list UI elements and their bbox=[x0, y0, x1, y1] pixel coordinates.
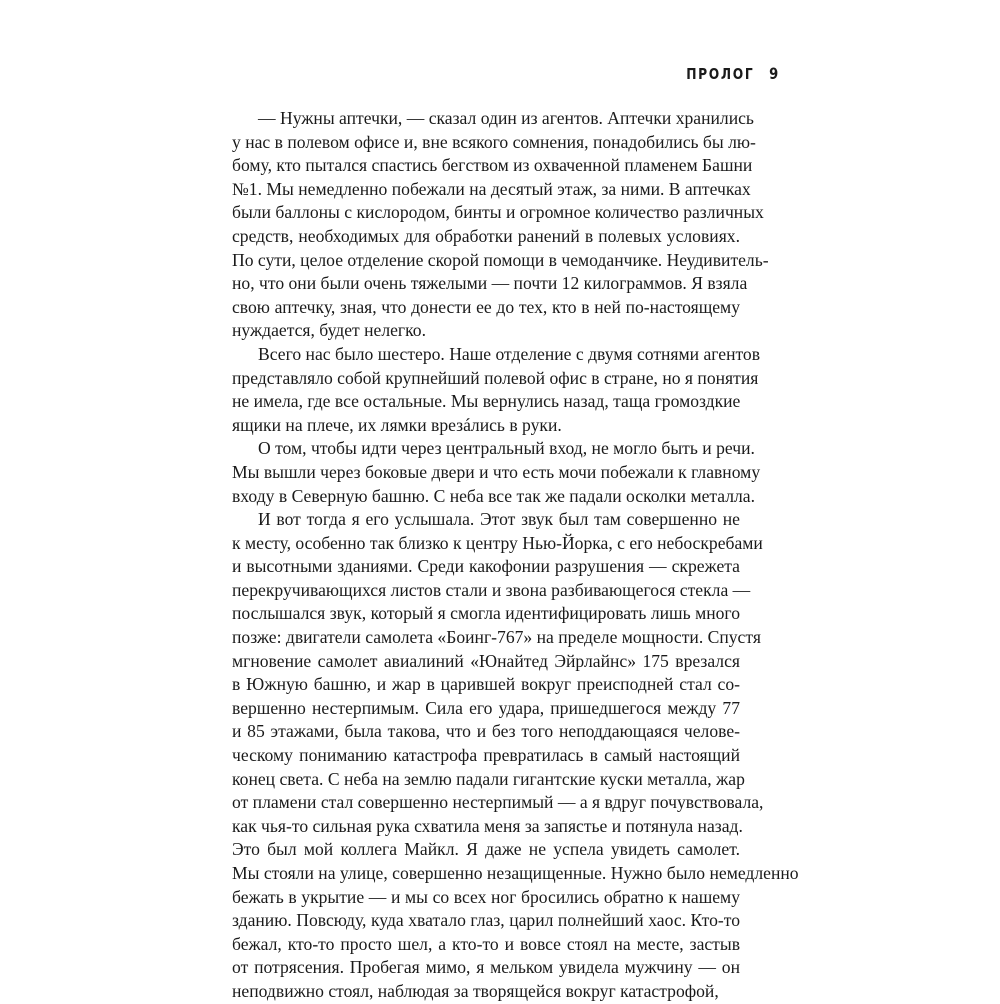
text-line: послышался звук, который я смогла идентифицировать лишь много bbox=[232, 603, 740, 624]
text-line: входу в Северную башню. С неба все так же падали осколки металла. bbox=[232, 485, 756, 506]
paragraph bbox=[232, 343, 761, 437]
text-line: как чья-то сильная рука схватила меня за запястье и потянула назад. bbox=[232, 815, 743, 836]
paragraph bbox=[232, 508, 799, 1003]
text-line: зданию. Повсюду, куда хватало глаз, царил полнейший хаос. Кто-то bbox=[232, 910, 740, 931]
body-text bbox=[232, 107, 799, 1004]
text-line: И вот тогда я его услышала. Этот звук был там совершенно не bbox=[258, 509, 740, 530]
chapter-title: ПРОЛОГ bbox=[685, 65, 755, 83]
text-line: Мы стояли на улице, совершенно незащищенные. Нужно было немедленно bbox=[232, 863, 799, 883]
text-line: конец света. С неба на землю падали гигантские куски металла, жар bbox=[232, 768, 745, 789]
paragraph bbox=[232, 437, 761, 508]
text-line: бежал, кто-то просто шел, а кто-то и вовсе стоял на месте, застыв bbox=[232, 933, 740, 954]
text-line: вершенно нестерпимым. Сила его удара, пришедшегося между 77 bbox=[232, 697, 740, 718]
text-line: нуждается, будет нелегко. bbox=[232, 320, 427, 341]
text-line: позже: двигатели самолета «Боинг-767» на пределе мощности. Спустя bbox=[232, 627, 761, 648]
text-line: мгновение самолет авиалиний «Юнайтед Эйрлайнс» 175 врезался bbox=[232, 650, 740, 671]
page-number: 9 bbox=[768, 64, 778, 83]
text-line: от пламени стал совершенно нестерпимый — а я вдруг почувствовала, bbox=[232, 792, 764, 813]
text-line: ящики на плече, их лямки врезáлись в руки. bbox=[232, 414, 562, 435]
text-line: в Южную башню, и жар в царившей вокруг преисподней стал со- bbox=[232, 674, 740, 695]
text-line: Мы вышли через боковые двери и что есть мочи побежали к главному bbox=[232, 461, 761, 482]
text-line: перекручивающихся листов стали и звона разбивающегося стекла — bbox=[232, 579, 751, 600]
text-line: от потрясения. Пробегая мимо, я мельком увидела мужчину — он bbox=[232, 957, 740, 978]
text-line: Всего нас было шестеро. Наше отделение с двумя сотнями агентов bbox=[258, 343, 761, 364]
text-line: к месту, особенно так близко к центру Нью-Йорка, с его небоскребами bbox=[232, 532, 763, 553]
paragraph bbox=[232, 107, 769, 343]
text-line: были баллоны с кислородом, бинты и огромное количество различных bbox=[232, 202, 764, 223]
text-line: неподвижно стоял, наблюдая за творящейся вокруг катастрофой, bbox=[232, 980, 719, 1001]
text-line: и 85 этажами, была такова, что и без того неподдающаяся челове- bbox=[232, 721, 740, 742]
text-line: О том, чтобы идти через центральный вход, не могло быть и речи. bbox=[258, 438, 755, 459]
text-line: и высотными зданиями. Среди какофонии разрушения — скрежета bbox=[232, 556, 740, 577]
text-line: средств, необходимых для обработки ранений в полевых условиях. bbox=[232, 225, 740, 246]
text-line: не имела, где все остальные. Мы вернулись назад, таща громоздкие bbox=[232, 391, 741, 412]
text-line: но, что они были очень тяжелыми — почти 12 килограммов. Я взяла bbox=[232, 273, 748, 294]
text-line: у нас в полевом офисе и, вне всякого сомнения, понадобились бы лю- bbox=[232, 131, 756, 152]
text-line: ческому пониманию катастрофа превратилась в самый настоящий bbox=[232, 745, 740, 766]
text-line: По сути, целое отделение скорой помощи в чемоданчике. Неудивитель- bbox=[232, 249, 769, 270]
text-line: бому, кто пытался спастись бегством из охваченной пламенем Башни bbox=[232, 155, 753, 176]
running-head bbox=[686, 64, 778, 83]
text-line: представляло собой крупнейший полевой офис в стране, но я понятия bbox=[232, 367, 759, 388]
text-line: бежать в укрытие — и мы со всех ног бросились обратно к нашему bbox=[232, 886, 740, 907]
text-line: — Нужны аптечки, — сказал один из агентов. Аптечки хранились bbox=[258, 108, 754, 128]
text-line: свою аптечку, зная, что донести ее до тех, кто в ней по-настоящему bbox=[232, 296, 740, 317]
text-line: №1. Мы немедленно побежали на десятый этаж, за ними. В аптечках bbox=[232, 178, 751, 199]
text-line: Это был мой коллега Майкл. Я даже не успела увидеть самолет. bbox=[232, 839, 740, 860]
